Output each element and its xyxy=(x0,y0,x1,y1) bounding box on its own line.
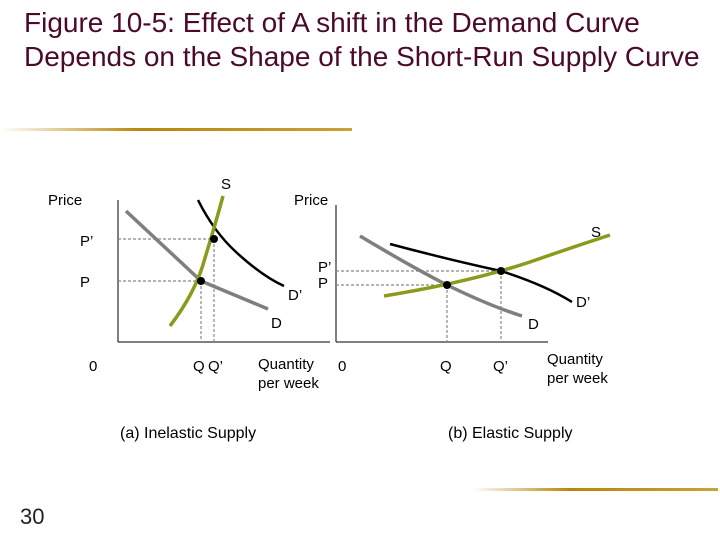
panel-a-demand-label: D xyxy=(271,315,282,332)
panel-b-x-axis-label-line2: per week xyxy=(547,370,608,387)
panel-a-supply-label: S xyxy=(221,176,232,193)
panel-b-old-demand-curve xyxy=(360,236,522,316)
panel-b-caption: (b) Elastic Supply xyxy=(448,425,573,442)
panel-a-initial-equilibrium xyxy=(197,277,205,285)
panel-a-new-demand-label: D’ xyxy=(288,287,303,304)
panel-inelastic-supply xyxy=(48,176,330,442)
panel-b-origin-label: 0 xyxy=(338,358,347,375)
slide-number: 30 xyxy=(20,504,45,529)
panel-b-new-equilibrium xyxy=(497,267,505,275)
panel-a-x-axis-label-line2: per week xyxy=(258,375,319,392)
panel-a-x-axis-label-line1: Quantity xyxy=(258,356,314,373)
panel-b-x-axis-label-line1: Quantity xyxy=(547,351,603,368)
panel-elastic-supply xyxy=(294,192,610,442)
panel-b-price-label-p-prime: P’ xyxy=(318,259,332,276)
panel-a-quantity-label-q: Q xyxy=(193,358,205,375)
panel-b-demand-label: D xyxy=(528,316,539,333)
slide-title: Figure 10-5: Effect of A shift in the Demand Curve Depends on the Shape of the Short-Run Supply Curve xyxy=(24,7,700,72)
panel-b-supply-label: S xyxy=(591,224,602,241)
panel-a-quantity-label-q-prime: Q’ xyxy=(208,358,223,375)
panel-b-initial-equilibrium xyxy=(443,281,451,289)
panel-a-new-equilibrium xyxy=(210,235,218,243)
panel-a-price-label-p-prime: P’ xyxy=(80,233,94,250)
panel-b-new-demand-curve xyxy=(390,244,572,302)
panel-b-price-label-p: P xyxy=(318,275,329,292)
panel-b-y-axis-label: Price xyxy=(294,192,329,209)
panel-b-supply-curve xyxy=(384,235,610,296)
panel-a-origin-label: 0 xyxy=(89,358,98,375)
panel-b-quantity-label-q: Q xyxy=(440,358,452,375)
panel-b-new-demand-label: D’ xyxy=(576,294,591,311)
panel-b-quantity-label-q-prime: Q’ xyxy=(493,358,508,375)
panel-a-price-label-p: P xyxy=(80,274,91,291)
panel-a-caption: (a) Inelastic Supply xyxy=(120,425,257,442)
panel-a-y-axis-label: Price xyxy=(48,192,83,209)
